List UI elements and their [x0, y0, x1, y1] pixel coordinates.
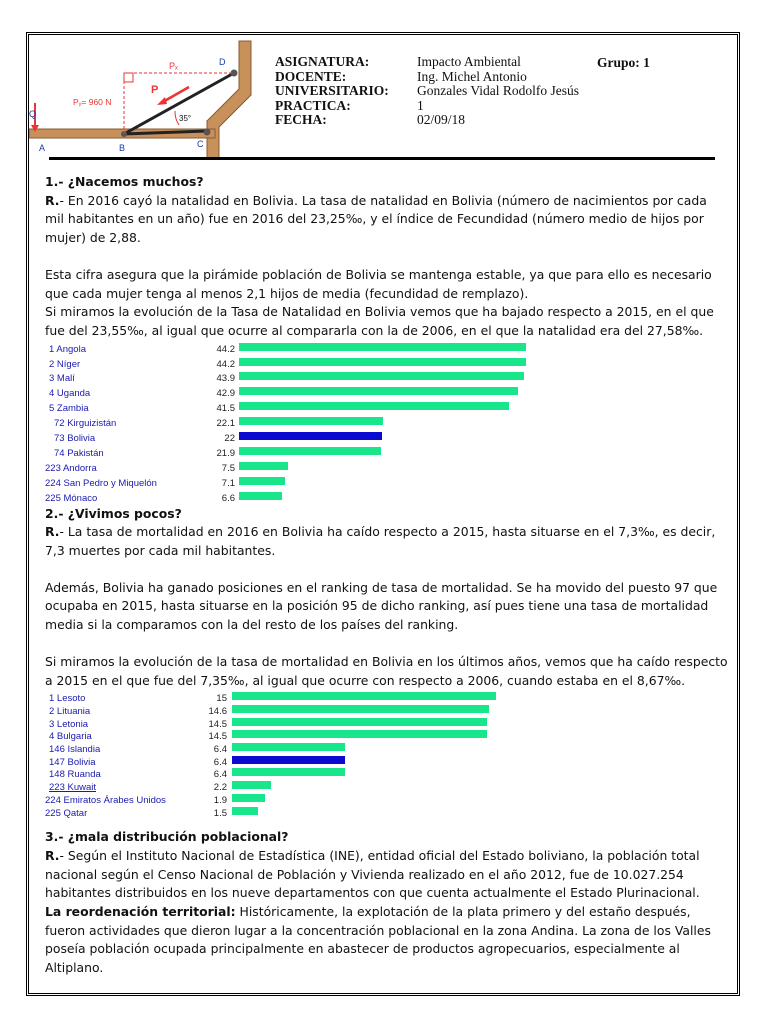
chart-bar — [232, 794, 265, 802]
chart-bar — [239, 343, 526, 351]
field-key: ASIGNATURA: — [275, 54, 370, 69]
chart-bar — [232, 807, 258, 815]
section2-p3: Si miramos la evolución de la tasa de mortalidad en Bolivia en los últimos años, vemos que ha caído respecto a 2015 en el que fue del 7,35‰, al igual que ocurre con respecto a 2006, cuando estaba en el 8,67‰. — [45, 653, 728, 688]
chart-value-label: 14.6 — [208, 705, 227, 717]
r-prefix: R. — [45, 192, 60, 208]
chart-category-label[interactable]: 2 Níger — [49, 358, 81, 370]
chart-row — [45, 805, 729, 819]
chart-bar-highlight — [239, 432, 382, 440]
label-q: Q — [29, 109, 37, 119]
section1-p2: Esta cifra asegura que la pirámide población de Bolivia se mantenga estable, ya que para ello es necesario que cada mujer tenga al menos 2,1 hijos de media (fecundidad de remplazo). — [45, 266, 712, 301]
label-px: Pₓ — [169, 61, 178, 71]
mechanics-diagram — [29, 35, 269, 159]
spacer — [45, 561, 729, 579]
label-p: P — [151, 84, 159, 96]
section3-p2 — [45, 903, 729, 978]
field-key: FECHA: — [275, 112, 327, 127]
chart-category-label[interactable]: 224 Emiratos Árabes Unidos — [45, 794, 166, 806]
group-label: Grupo: 1 — [597, 55, 650, 70]
chart-bar — [232, 768, 345, 776]
label-b: B — [119, 143, 126, 153]
natality-chart — [45, 341, 729, 505]
section1-p1-text: - En 2016 cayó la natalidad en Bolivia. La tasa de natalidad en Bolivia (número de nacimientos por cada mil habitantes en un año) fue en 2016 del 23,25‰, y el índice de Fecundidad (número medio de hijos por mujer) de 2,88. — [45, 192, 707, 246]
field-value: 02/09/18 — [417, 112, 466, 127]
chart-value-label: 41.5 — [216, 403, 235, 415]
chart-category-label[interactable]: 3 Malí — [49, 373, 75, 385]
chart-category-label[interactable]: 147 Bolivia — [49, 756, 96, 768]
chart-value-label: 14.5 — [208, 731, 227, 743]
chart-value-label: 44.2 — [216, 343, 235, 355]
field-value: Ing. Michel Antonio — [417, 68, 527, 84]
chart-category-label[interactable]: 5 Zambia — [49, 403, 89, 415]
chart-category-label[interactable]: 225 Mónaco — [45, 492, 98, 504]
chart-value-label: 7.5 — [221, 462, 235, 474]
chart-category-label[interactable]: 225 Qatar — [45, 807, 88, 819]
chart-bar — [239, 492, 282, 500]
chart-value-label: 6.4 — [213, 769, 227, 781]
chart-value-label: 43.9 — [216, 373, 235, 385]
chart-value-label: 1.5 — [213, 807, 227, 819]
label-py: Pᵧ= 960 N — [73, 97, 112, 107]
chart-category-label[interactable]: 223 Kuwait — [49, 782, 97, 794]
section2-title: 2.- ¿Vivimos pocos? — [45, 505, 182, 521]
chart-row — [45, 385, 729, 399]
chart-bar — [239, 372, 524, 380]
field-value: 1 — [417, 97, 424, 113]
label-c: C — [197, 139, 204, 149]
chart-row — [45, 445, 729, 459]
field-value: Impacto Ambiental — [417, 54, 521, 69]
section2-p1 — [45, 523, 729, 560]
section2-p2: Además, Bolivia ha ganado posiciones en el ranking de tasa de mortalidad. Se ha movido del puesto 97 que ocupaba en 2015, hasta situarse en la posición 95 de dicho ranking, así pues tiene una tasa de mortalidad media si la comparamos con la del resto de los países del ranking. — [45, 579, 718, 633]
mortality-chart — [45, 690, 729, 828]
chart-category-label[interactable]: 148 Ruanda — [49, 769, 101, 781]
section1-title: 1.- ¿Nacemos muchos? — [45, 174, 204, 189]
chart-row — [45, 475, 729, 489]
chart-bar — [232, 692, 496, 700]
field-key: PRACTICA: — [275, 97, 351, 113]
chart-category-label[interactable]: 223 Andorra — [45, 462, 97, 474]
chart-category-label[interactable]: 72 Kirguizistán — [54, 418, 117, 430]
field-row — [275, 99, 597, 114]
chart-value-label: 22.1 — [216, 418, 235, 430]
chart-value-label: 22 — [224, 433, 235, 445]
r-prefix: R. — [45, 524, 60, 540]
label-a: A — [39, 143, 46, 153]
document-body — [45, 173, 729, 978]
section3-p2-bold: La reordenación territorial: — [45, 904, 236, 920]
chart-category-label[interactable]: 1 Lesoto — [49, 693, 86, 705]
spacer — [45, 248, 729, 266]
chart-row — [45, 460, 729, 474]
section1-p3: Si miramos la evolución de la Tasa de Natalidad en Bolivia vemos que ha bajado respecto a 2015, en el que fue del 23,55‰, al igual que ocurre al compararla con la de 2006, en el que la natalidad era del 27,58‰. — [45, 304, 714, 338]
r-prefix: R. — [45, 847, 60, 863]
chart-bar — [232, 705, 489, 713]
chart-bar — [239, 447, 381, 455]
chart-bar — [232, 743, 345, 751]
chart-value-label: 6.4 — [213, 756, 227, 768]
chart-value-label: 7.1 — [221, 477, 235, 489]
chart-row — [45, 490, 729, 504]
section3-p2-text: Históricamente, la explotación de la plata primero y del estaño después, fueron actividades que dieron lugar a la concentración poblacional en la zona Andina. La zona de los Valles poseía población ocupada principalmente en abastecer de productos agropecuarios, especialmente al Altiplano. — [45, 904, 711, 976]
page-frame — [26, 32, 740, 996]
chart-category-label[interactable]: 4 Uganda — [49, 388, 91, 400]
field-key: UNIVERSITARIO: — [275, 83, 389, 98]
section1-p1 — [45, 192, 729, 248]
header — [29, 35, 737, 159]
chart-value-label: 15 — [216, 693, 227, 705]
chart-bar — [232, 718, 487, 726]
chart-bar — [239, 477, 285, 485]
chart-category-label[interactable]: 224 San Pedro y Miquelón — [45, 477, 157, 489]
chart-value-label: 6.4 — [213, 744, 227, 756]
chart-bar — [232, 781, 271, 789]
section3-p1-text: - Según el Instituto Nacional de Estadística (INE), entidad oficial del Estado boliviano, la población total nacional según el Censo Nacional de Población y Vivienda realizado en el año 2012, fue de 10.027.254 habitantes distribuidos en los nueve departamentos con que cuenta actualmente el Estado Plurinacional. — [45, 847, 700, 901]
chart-bar — [239, 417, 383, 425]
chart-category-label[interactable]: 3 Letonia — [49, 718, 89, 730]
chart-bar — [239, 358, 526, 366]
chart-row — [45, 430, 729, 444]
label-d: D — [219, 57, 226, 67]
chart-value-label: 6.6 — [221, 492, 235, 504]
chart-row — [45, 341, 729, 355]
chart-value-label: 2.2 — [213, 782, 227, 794]
chart-category-label[interactable]: 146 Islandia — [49, 744, 101, 756]
chart-row — [45, 356, 729, 370]
chart-value-label: 1.9 — [213, 794, 227, 806]
section3-p1 — [45, 847, 729, 903]
chart-category-label[interactable]: 74 Pakistán — [54, 447, 104, 459]
field-row — [275, 55, 597, 70]
chart-value-label: 44.2 — [216, 358, 235, 370]
field-row — [275, 113, 597, 128]
chart-category-label[interactable]: 2 Lituania — [49, 705, 91, 717]
chart-bar-highlight — [232, 756, 345, 764]
field-row — [275, 70, 597, 85]
chart-bar — [239, 387, 518, 395]
chart-category-label[interactable]: 73 Bolivia — [54, 433, 96, 445]
chart-category-label[interactable]: 1 Angola — [49, 343, 86, 355]
section2-p1-text: - La tasa de mortalidad en 2016 en Bolivia ha caído respecto a 2015, hasta situarse en el 7,3‰, es decir, 7,3 muertes por cada mil habitantes. — [45, 524, 716, 559]
chart-value-label: 14.5 — [208, 718, 227, 730]
label-angle: 35° — [179, 114, 192, 123]
field-key: DOCENTE: — [275, 68, 347, 84]
section3-title: 3.- ¿mala distribución poblacional? — [45, 829, 289, 845]
chart-value-label: 42.9 — [216, 388, 235, 400]
chart-bar — [239, 462, 288, 470]
chart-row — [45, 370, 729, 384]
chart-row — [45, 400, 729, 414]
chart-bar — [232, 730, 487, 738]
spacer — [45, 635, 729, 653]
header-rule — [49, 157, 715, 160]
field-row — [275, 84, 597, 99]
header-fields — [275, 55, 597, 128]
field-value: Gonzales Vidal Rodolfo Jesús — [417, 83, 580, 98]
chart-value-label: 21.9 — [216, 447, 235, 459]
chart-row — [45, 415, 729, 429]
chart-category-label[interactable]: 4 Bulgaria — [49, 731, 92, 743]
chart-bar — [239, 402, 509, 410]
